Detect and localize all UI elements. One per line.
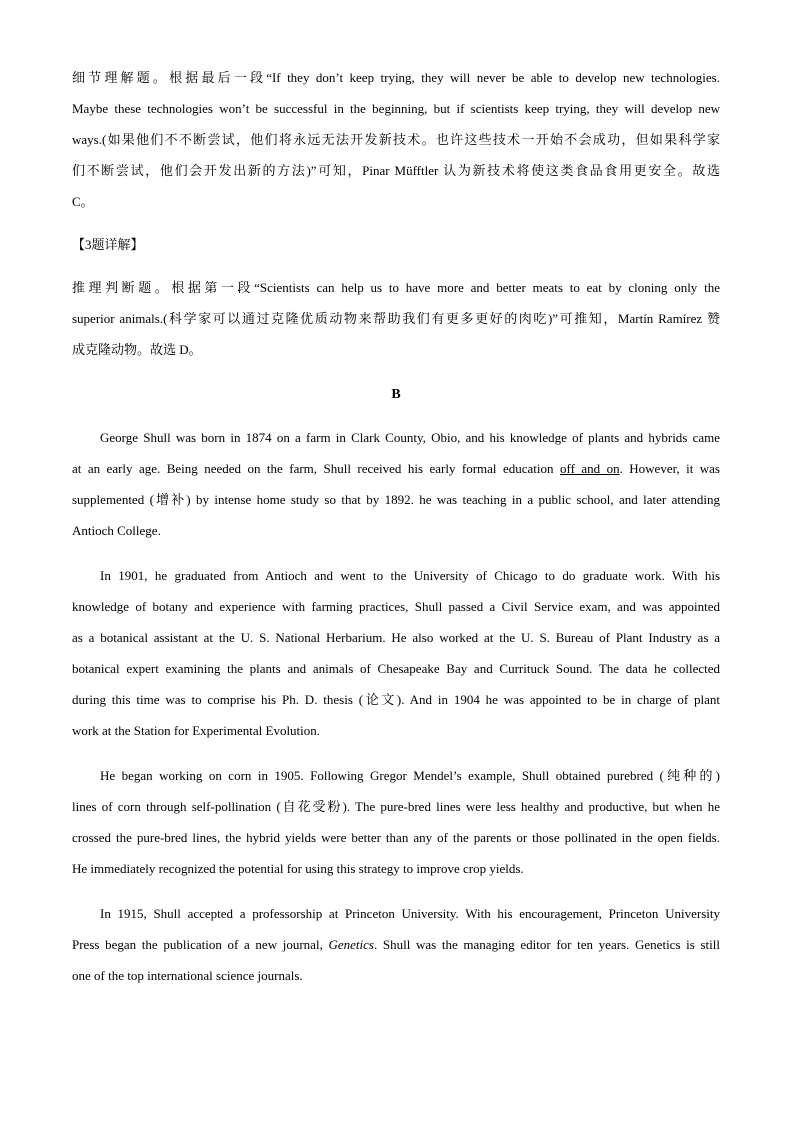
paragraph-line: In 1915, Shull accepted a professorship at Princeton University. With his encouragement, Princeton University	[100, 906, 720, 921]
paragraph-line	[72, 929, 720, 960]
paragraph-line: lines of corn through self-pollination (自花受粉). The pure-bred lines were less healthy and productive, but when he	[72, 799, 720, 814]
q3-explanation	[72, 272, 720, 365]
q3-line: superior animals.(科学家可以通过克隆优质动物来帮助我们有更多更好的肉吃)”可推知，Martín Ramírez 赞	[72, 311, 720, 326]
q2-line: C。	[72, 194, 94, 209]
text-span: Press began the publication of a new journal,	[72, 937, 329, 952]
passage-paragraph-3	[72, 760, 720, 884]
paragraph-line: Antioch College.	[72, 523, 161, 538]
q2-line: 细节理解题。根据最后一段“If they don’t keep trying, they will never be able to develop new technologies.	[72, 70, 720, 85]
document-content	[72, 62, 720, 991]
paragraph-line: work at the Station for Experimental Evolution.	[72, 723, 321, 738]
paragraph-line: supplemented (增补) by intense home study so that by 1892. he was teaching in a public school, and later attending	[72, 492, 720, 507]
paragraph-line: He began working on corn in 1905. Following Gregor Mendel’s example, Shull obtained purebred (纯种的)	[100, 768, 720, 783]
q3-line: 成克隆动物。故选 D。	[72, 342, 202, 357]
paragraph-line: botanical expert examining the plants and animals of Chesapeake Bay and Currituck Sound. The data he collected	[72, 661, 720, 676]
q3-heading: 【3题详解】	[72, 237, 144, 252]
passage-paragraph-2	[72, 560, 720, 746]
paragraph-line: He immediately recognized the potential for using this strategy to improve crop yields.	[72, 861, 524, 876]
q2-line: ways.(如果他们不不断尝试，他们将永远无法开发新技术。也许这些技术一开始不会成功，但如果科学家	[72, 132, 720, 147]
underlined-phrase: off and on	[559, 461, 620, 476]
text-span: at an early age. Being needed on the farm, Shull received his early formal education	[72, 461, 560, 476]
paragraph-line: one of the top international science journals.	[72, 968, 303, 983]
q2-line: Maybe these technologies won’t be successful in the beginning, but if scientists keep trying, they will develop new	[72, 101, 720, 116]
paragraph-line: crossed the pure-bred lines, the hybrid yields were better than any of the parents or those pollinated in the open fields.	[72, 830, 720, 845]
paragraph-line: during this time was to comprise his Ph. D. thesis (论文). And in 1904 he was appointed to be in charge of plant	[72, 692, 720, 707]
text-span: . However, it was	[619, 461, 720, 476]
paragraph-line: George Shull was born in 1874 on a farm in Clark County, Obio, and his knowledge of plants and hybrids came	[100, 430, 720, 445]
paragraph-line	[72, 453, 720, 484]
q2-line: 们不断尝试，他们会开发出新的方法)”可知，Pinar Müfftler 认为新技术将使这类食品食用更安全。故选	[72, 163, 720, 178]
paragraph-line: as a botanical assistant at the U. S. National Herbarium. He also worked at the U. S. Bureau of Plant Industry as a	[72, 630, 720, 645]
paragraph-line: In 1901, he graduated from Antioch and went to the University of Chicago to do graduate work. With his	[100, 568, 720, 583]
text-span: . Shull was the managing editor for ten years. Genetics is still	[373, 937, 720, 952]
journal-title: Genetics	[328, 937, 374, 952]
q2-explanation	[72, 62, 720, 217]
paragraph-line: knowledge of botany and experience with farming practices, Shull passed a Civil Service exam, and was appointed	[72, 599, 720, 614]
passage-paragraph-4	[72, 898, 720, 991]
passage-paragraph-1	[72, 422, 720, 546]
q3-line: 推理判断题。根据第一段“Scientists can help us to have more and better meats to eat by cloning only the	[72, 280, 720, 295]
passage-title: B	[391, 387, 401, 402]
